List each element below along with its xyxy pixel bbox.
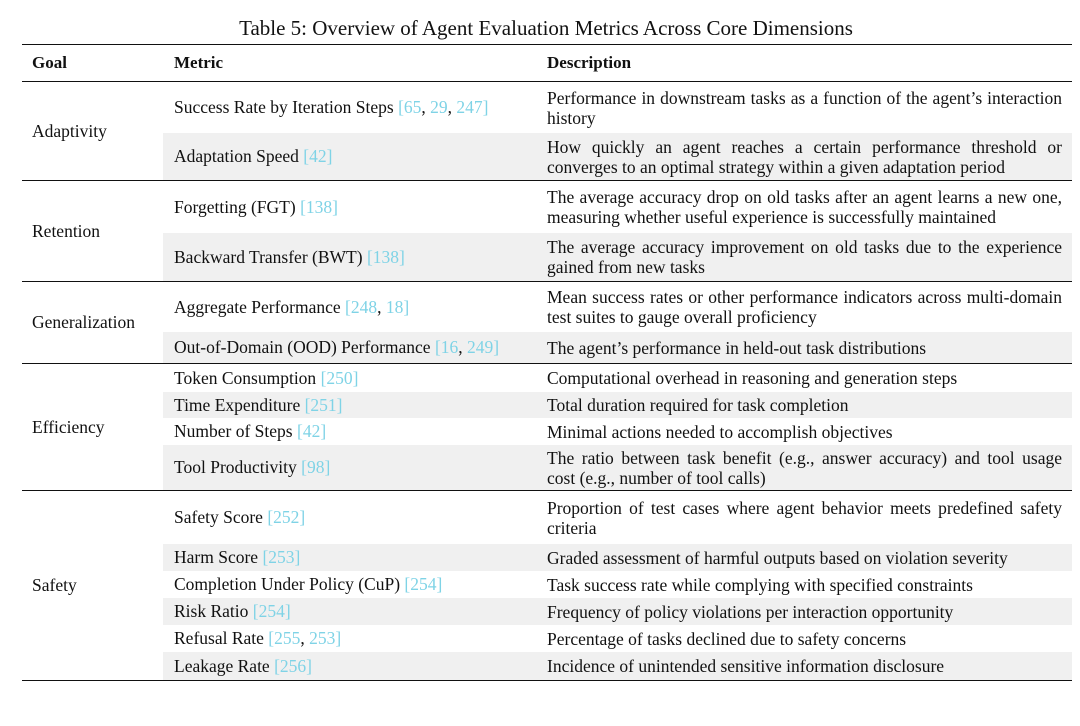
- goal-group-generalization: [22, 282, 1072, 363]
- metric-cell: Out-of-Domain (OOD) Performance [16, 249]: [174, 337, 500, 357]
- citation-link[interactable]: 252: [273, 507, 300, 527]
- table-row: [163, 544, 1072, 571]
- header-metric: Metric: [174, 53, 224, 72]
- metric-cell: Leakage Rate [256]: [174, 655, 312, 676]
- metric-cell: Risk Ratio [254]: [174, 601, 291, 621]
- table-row: [163, 445, 1072, 490]
- metric-name: Leakage Rate: [174, 655, 270, 676]
- citation-link[interactable]: 138: [372, 246, 400, 267]
- table-row: [163, 625, 1072, 652]
- metric-rows: [163, 364, 1072, 490]
- description-cell: Performance in downstream tasks as a function of the agent’s interaction history: [547, 87, 1062, 128]
- metric-cell: Completion Under Policy (CuP) [254]: [174, 574, 443, 594]
- metric-cell: Number of Steps [42]: [174, 421, 327, 441]
- goal-cell: Generalization: [32, 312, 136, 332]
- metric-cell: Safety Score [252]: [174, 507, 306, 527]
- metric-cell: Adaptation Speed [42]: [174, 146, 333, 166]
- metric-cell: Harm Score [253]: [174, 547, 301, 567]
- description-cell: The average accuracy improvement on old tasks due to the experience gained from new tasks: [547, 237, 1062, 277]
- goal-cell: Efficiency: [32, 416, 105, 437]
- metric-name: Risk Ratio: [174, 601, 249, 621]
- description-cell: Proportion of test cases where agent behavior meets predefined safety criteria: [547, 497, 1062, 538]
- citation-link[interactable]: 253: [309, 628, 336, 648]
- table-row: [163, 233, 1072, 281]
- table-row: [163, 392, 1072, 418]
- metric-cell: Aggregate Performance [248, 18]: [174, 296, 410, 317]
- header-goal: Goal: [32, 53, 67, 72]
- description-cell: Mean success rates or other performance indicators across multi-domain test suites to gauge overall proficiency: [547, 287, 1062, 327]
- description-cell: Percentage of tasks declined due to safety concerns: [547, 628, 907, 649]
- table-body: [22, 82, 1072, 681]
- citation-link[interactable]: 29: [430, 97, 448, 117]
- citation-link[interactable]: 138: [305, 196, 333, 217]
- goal-group-retention: [22, 181, 1072, 281]
- citation-link[interactable]: 247: [456, 97, 483, 117]
- description-cell: Incidence of unintended sensitive information disclosure: [547, 656, 945, 676]
- citation-link[interactable]: 16: [440, 337, 459, 357]
- goal-cell: Adaptivity: [32, 120, 107, 141]
- table-row: [163, 82, 1072, 133]
- goal-cell: Retention: [32, 220, 101, 241]
- bottom-rule: [22, 680, 1072, 681]
- goal-group-safety: [22, 491, 1072, 680]
- table-row: [163, 181, 1072, 233]
- metric-name: Forgetting (FGT): [174, 196, 296, 217]
- metric-cell: Time Expenditure [251]: [174, 394, 343, 415]
- table-header: [22, 45, 1072, 81]
- goal-group-adaptivity: [22, 82, 1072, 180]
- metric-name: Adaptation Speed: [174, 146, 299, 166]
- citation-link[interactable]: 250: [326, 367, 353, 388]
- table-row: [163, 418, 1072, 445]
- citation-link[interactable]: 248: [350, 296, 378, 317]
- description-cell: Graded assessment of harmful outputs based on violation severity: [547, 547, 1008, 568]
- metric-cell: Tool Productivity [98]: [174, 457, 331, 477]
- citation-link[interactable]: 65: [403, 97, 422, 117]
- citation-link[interactable]: 251: [310, 394, 337, 415]
- description-cell: Frequency of policy violations per interaction opportunity: [547, 601, 954, 622]
- citation-link[interactable]: 254: [258, 601, 285, 621]
- metric-name: Out-of-Domain (OOD) Performance: [174, 337, 431, 357]
- description-cell: The average accuracy drop on old tasks after an agent learns a new one, measuring whether useful experience is successfully maintained: [547, 187, 1062, 227]
- citation-link[interactable]: 253: [268, 547, 295, 567]
- metric-cell: Success Rate by Iteration Steps [65, 29, 247]: [174, 97, 489, 117]
- citation-link[interactable]: 255: [274, 628, 301, 648]
- citation-link[interactable]: 18: [385, 296, 404, 317]
- citation-link[interactable]: 249: [467, 337, 494, 357]
- header-description: Description: [547, 53, 632, 72]
- description-cell: How quickly an agent reaches a certain performance threshold or converges to an optimal strategy within a given adaptation period: [547, 136, 1062, 177]
- metric-name: Backward Transfer (BWT): [174, 246, 363, 267]
- table-caption: Table 5: Overview of Agent Evaluation Metrics Across Core Dimensions: [239, 16, 853, 40]
- metric-rows: [163, 491, 1072, 680]
- citation-link[interactable]: 98: [306, 457, 325, 477]
- metric-name: Completion Under Policy (CuP): [174, 574, 401, 594]
- citation-link[interactable]: 254: [410, 574, 437, 594]
- metric-name: Aggregate Performance: [174, 296, 341, 317]
- description-cell: The agent’s performance in held-out task distributions: [547, 337, 927, 358]
- metric-name: Tool Productivity: [174, 457, 297, 477]
- description-cell: Total duration required for task completion: [547, 395, 849, 415]
- table-row: [163, 491, 1072, 544]
- goal-group-efficiency: [22, 364, 1072, 490]
- metric-name: Number of Steps: [174, 421, 293, 441]
- description-cell: The ratio between task benefit (e.g., answer accuracy) and tool usage cost (e.g., number of tool calls): [547, 447, 1062, 488]
- table-row: [163, 282, 1072, 332]
- metric-name: Token Consumption: [174, 367, 317, 388]
- metric-name: Safety Score: [174, 507, 263, 527]
- metric-name: Success Rate by Iteration Steps: [174, 97, 394, 117]
- metric-cell: Backward Transfer (BWT) [138]: [174, 246, 405, 267]
- description-cell: Task success rate while complying with specified constraints: [547, 574, 973, 595]
- table-row: [163, 364, 1072, 392]
- metric-rows: [163, 181, 1072, 281]
- metric-rows: [163, 82, 1072, 180]
- metric-cell: Forgetting (FGT) [138]: [174, 196, 338, 217]
- citation-link[interactable]: 256: [279, 655, 307, 676]
- goal-cell: Safety: [32, 575, 77, 595]
- table-row: [163, 332, 1072, 363]
- metric-name: Refusal Rate: [174, 628, 264, 648]
- metric-cell: Refusal Rate [255, 253]: [174, 628, 342, 648]
- table-row: [163, 652, 1072, 680]
- metric-name: Time Expenditure: [174, 394, 301, 415]
- citation-link[interactable]: 42: [302, 421, 321, 441]
- description-cell: Computational overhead in reasoning and generation steps: [547, 368, 958, 388]
- table-row: [163, 133, 1072, 180]
- metrics-table: [22, 44, 1072, 681]
- table-row: [163, 571, 1072, 598]
- table-row: [163, 598, 1072, 625]
- description-cell: Minimal actions needed to accomplish objectives: [547, 421, 893, 442]
- metric-cell: Token Consumption [250]: [174, 367, 359, 388]
- metric-rows: [163, 282, 1072, 363]
- metric-name: Harm Score: [174, 547, 259, 567]
- citation-link[interactable]: 42: [309, 146, 327, 166]
